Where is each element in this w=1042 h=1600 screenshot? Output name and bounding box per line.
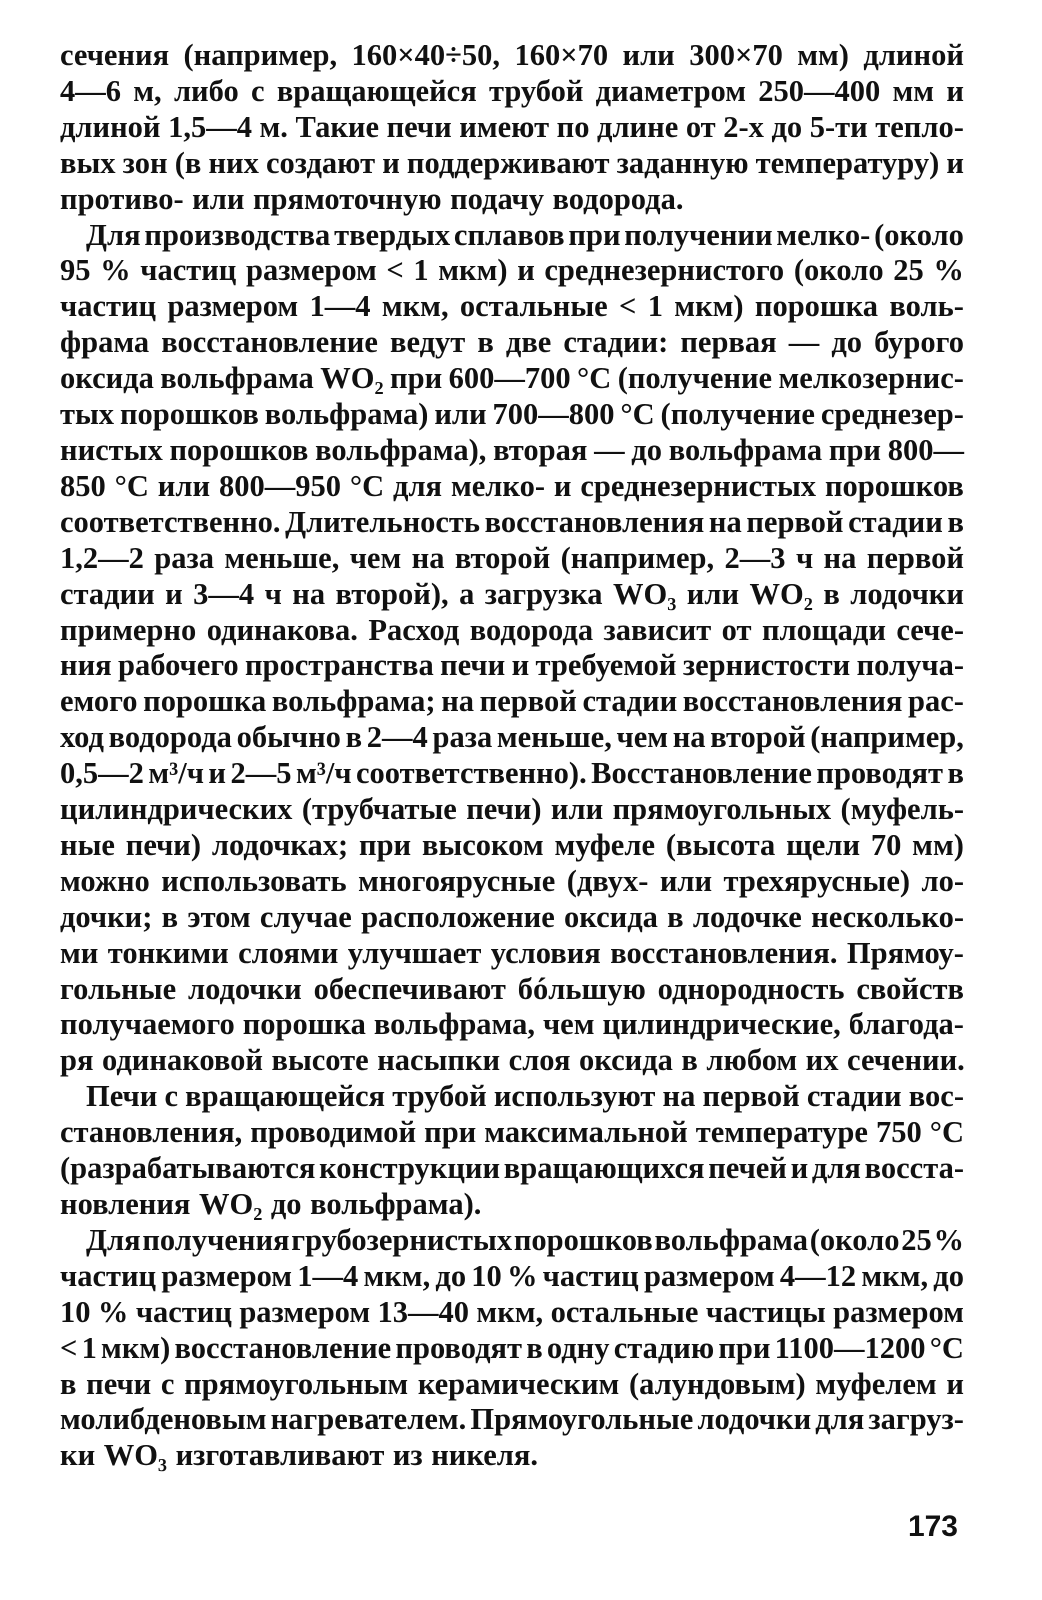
- text-line: ход водорода обычно в 2—4 раза меньше, чем на второй (например,: [60, 720, 964, 755]
- text-line: 95 % частиц размером < 1 мкм) и среднезернистого (около 25 %: [60, 253, 964, 288]
- text-line: ми тонкими слоями улучшает условия восстановления. Прямоу-: [60, 935, 964, 970]
- text-line: ния рабочего пространства печи и требуемой зернистости получа-: [60, 648, 964, 683]
- text-line: Для производства твердых сплавов при получении мелко- (около: [86, 217, 964, 252]
- text-line: фрама восстановление ведут в две стадии: первая — до бурого: [60, 325, 964, 360]
- text-line: молибденовым нагревателем. Прямоугольные лодочки для загруз-: [60, 1402, 964, 1437]
- text-line: новления WO₂ до вольфрама).: [60, 1187, 482, 1221]
- text-line: сечения (например, 160×40÷50, 160×70 или 300×70 мм) длиной: [60, 38, 964, 72]
- text-line: частиц размером 1—4 мкм, остальные < 1 мкм) порошка воль-: [60, 289, 964, 324]
- text-line: 1,2—2 раза меньше, чем на второй (например, 2—3 ч на первой: [60, 540, 964, 575]
- text-line: емого порошка вольфрама; на первой стадии восстановления рас-: [60, 684, 964, 719]
- text-line: оксида вольфрама WO₂ при 600—700 °С (получение мелкозернис-: [60, 361, 964, 396]
- text-line: ки WO₃ изготавливают из никеля.: [60, 1438, 538, 1473]
- text-line: примерно одинакова. Расход водорода зависит от площади сече-: [60, 612, 964, 647]
- text-line: вых зон (в них создают и поддерживают заданную температуру) и: [60, 145, 964, 180]
- text-line: ные печи) лодочках; при высоком муфеле (высота щели 70 мм): [60, 827, 964, 862]
- text-line: гольные лодочки обеспечивают бóльшую однородность свойств: [60, 971, 964, 1006]
- text-line: < 1 мкм) восстановление проводят в одну стадию при 1100—1200 °С: [60, 1330, 964, 1365]
- text-line: длиной 1,5—4 м. Такие печи имеют по длине от 2-х до 5-ти тепло-: [60, 109, 964, 144]
- text-line: 10 % частиц размером 13—40 мкм, остальные частицы размером: [60, 1294, 964, 1329]
- text-line: Печи с вращающейся трубой используют на первой стадии вос-: [86, 1079, 964, 1114]
- text-line: 0,5—2 м³/ч и 2—5 м³/ч соответственно). Восстановление проводят в: [60, 756, 964, 791]
- text-line: можно использовать многоярусные (двух- или трехярусные) ло-: [60, 863, 964, 898]
- page-number: 173: [907, 1510, 958, 1543]
- text-line: в печи с прямоугольным керамическим (алундовым) муфелем и: [60, 1366, 964, 1401]
- text-line: 850 °С или 800—950 °С для мелко- и среднезернистых порошков: [60, 468, 964, 503]
- text-line: ря одинаковой высоте насыпки слоя оксида в любом их сечении.: [60, 1043, 965, 1078]
- text-line: противо- или прямоточную подачу водорода.: [60, 181, 684, 216]
- text-line: (разрабатываются конструкции вращающихся печей и для восста-: [60, 1151, 964, 1186]
- text-line: дочки; в этом случае расположение оксида в лодочке несколько-: [60, 899, 964, 934]
- text-line: становления, проводимой при максимальной температуре 750 °С: [60, 1115, 964, 1150]
- text-line: тых порошков вольфрама) или 700—800 °С (получение среднезер-: [60, 397, 964, 432]
- text-line: Для получения грубозернистых порошков вольфрама (около 25 %: [86, 1222, 964, 1257]
- text-line: 4—6 м, либо с вращающейся трубой диаметром 250—400 мм и: [60, 73, 964, 108]
- document-body: [60, 38, 964, 1474]
- text-line: частиц размером 1—4 мкм, до 10 % частиц размером 4—12 мкм, до: [60, 1258, 964, 1293]
- text-line: нистых порошков вольфрама), вторая — до вольфрама при 800—: [60, 432, 964, 467]
- text-line: соответственно. Длительность восстановления на первой стадии в: [60, 504, 964, 539]
- text-line: получаемого порошка вольфрама, чем цилиндрические, благода-: [60, 1007, 964, 1042]
- text-line: цилиндрических (трубчатые печи) или прямоугольных (муфель-: [60, 792, 964, 827]
- text-line: стадии и 3—4 ч на второй), а загрузка WO₃ или WO₂ в лодочки: [60, 576, 964, 611]
